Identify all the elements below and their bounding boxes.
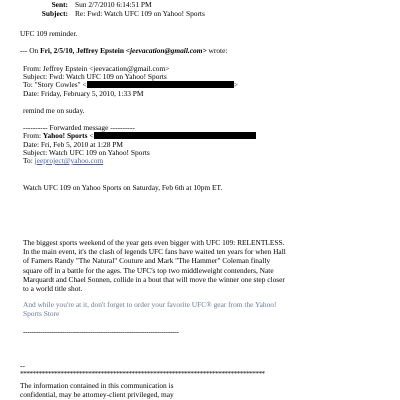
reply-suffix: wrote:	[206, 46, 228, 55]
reminder-line: UFC 109 reminder.	[20, 29, 78, 38]
paragraph-line: square off in a battle for the ages. The UFC's top two middleweight contenders, Nate	[23, 265, 274, 275]
asterisk-line: *******************************************************************************	[20, 369, 265, 378]
paragraph-line: of Famers Randy "The Natural" Couture and Mark "The Hammer" Coleman finally	[23, 256, 271, 266]
sent-value: Sun 2/7/2010 6:14:51 PM	[75, 0, 152, 9]
subject-value: Re: Fwd: Watch UFC 109 on Yahoo! Sports	[75, 9, 205, 18]
redaction-bar	[87, 81, 234, 88]
watch-line: Watch UFC 109 on Yahoo Sports on Saturday, Feb 6th at 10pm ET.	[23, 183, 223, 192]
event-paragraph	[23, 238, 383, 293]
store-link[interactable]	[23, 300, 383, 318]
disclaimer-line: The information contained in this communication is	[20, 381, 174, 390]
disclaimer-line: confidential, may be attorney-client privileged, may	[20, 390, 174, 400]
subject-label: Subject:	[41, 9, 68, 18]
quoted-to-prefix: To: "Story Cowles" <	[23, 80, 87, 89]
paragraph-line: Marquardt and Chael Sonnen, collide in a bout that will move the winner one step closer	[23, 274, 285, 284]
forward-marker: ---------- Forwarded message ----------	[23, 123, 135, 132]
forward-from-label: From:	[23, 131, 43, 140]
forward-to-email-link[interactable]: jeeproject@yahoo.com	[34, 156, 104, 165]
forward-from	[23, 131, 256, 140]
quoted-subject: Subject: Fwd: Watch UFC 109 on Yahoo! Sports	[23, 72, 167, 81]
forward-to	[23, 156, 103, 165]
store-link-line[interactable]: Sports Store	[23, 309, 60, 319]
forward-subject: Subject: Watch UFC 109 on Yahoo! Sports	[23, 148, 150, 157]
reply-prefix: --- On	[20, 46, 41, 55]
redaction-bar	[94, 132, 256, 139]
paragraph-line: The biggest sports weekend of the year gets even bigger with UFC 109: RELENTLESS.	[23, 238, 285, 247]
paragraph-line: to a world title shot.	[23, 284, 83, 294]
disclaimer	[20, 381, 380, 399]
store-link-line[interactable]: And while you're at it, don't forget to order your favorite UFC® gear from the Yahoo!	[23, 300, 277, 309]
forward-to-label: To:	[23, 156, 35, 165]
forward-from-suffix: <	[87, 131, 94, 140]
forward-from-name: Yahoo! Sports	[42, 131, 88, 140]
quoted-date: Date: Friday, February 5, 2010, 1:33 PM	[23, 89, 144, 98]
separator: ------------------------------------------------------------------------	[23, 327, 179, 336]
remind-line: remind me on suday.	[23, 106, 85, 115]
signature-dashes: --	[20, 361, 25, 370]
quoted-from: From: Jeffrey Epstein <jeevacation@gmail.com>	[23, 64, 170, 73]
reply-email: <jeevacation@gmail.com>	[125, 46, 207, 55]
reply-date: Fri, 2/5/10, Jeffrey Epstein	[40, 46, 126, 55]
reply-attribution	[20, 46, 227, 55]
forward-date: Date: Fri, Feb 5, 2010 at 1:28 PM	[23, 140, 123, 149]
quoted-to-suffix: >	[233, 80, 238, 89]
paragraph-line: In the main event, it's the clash of legends UFC fans have waited ten years for when Hall	[23, 247, 286, 257]
quoted-to	[23, 80, 238, 89]
sent-label: Sent:	[51, 0, 68, 9]
